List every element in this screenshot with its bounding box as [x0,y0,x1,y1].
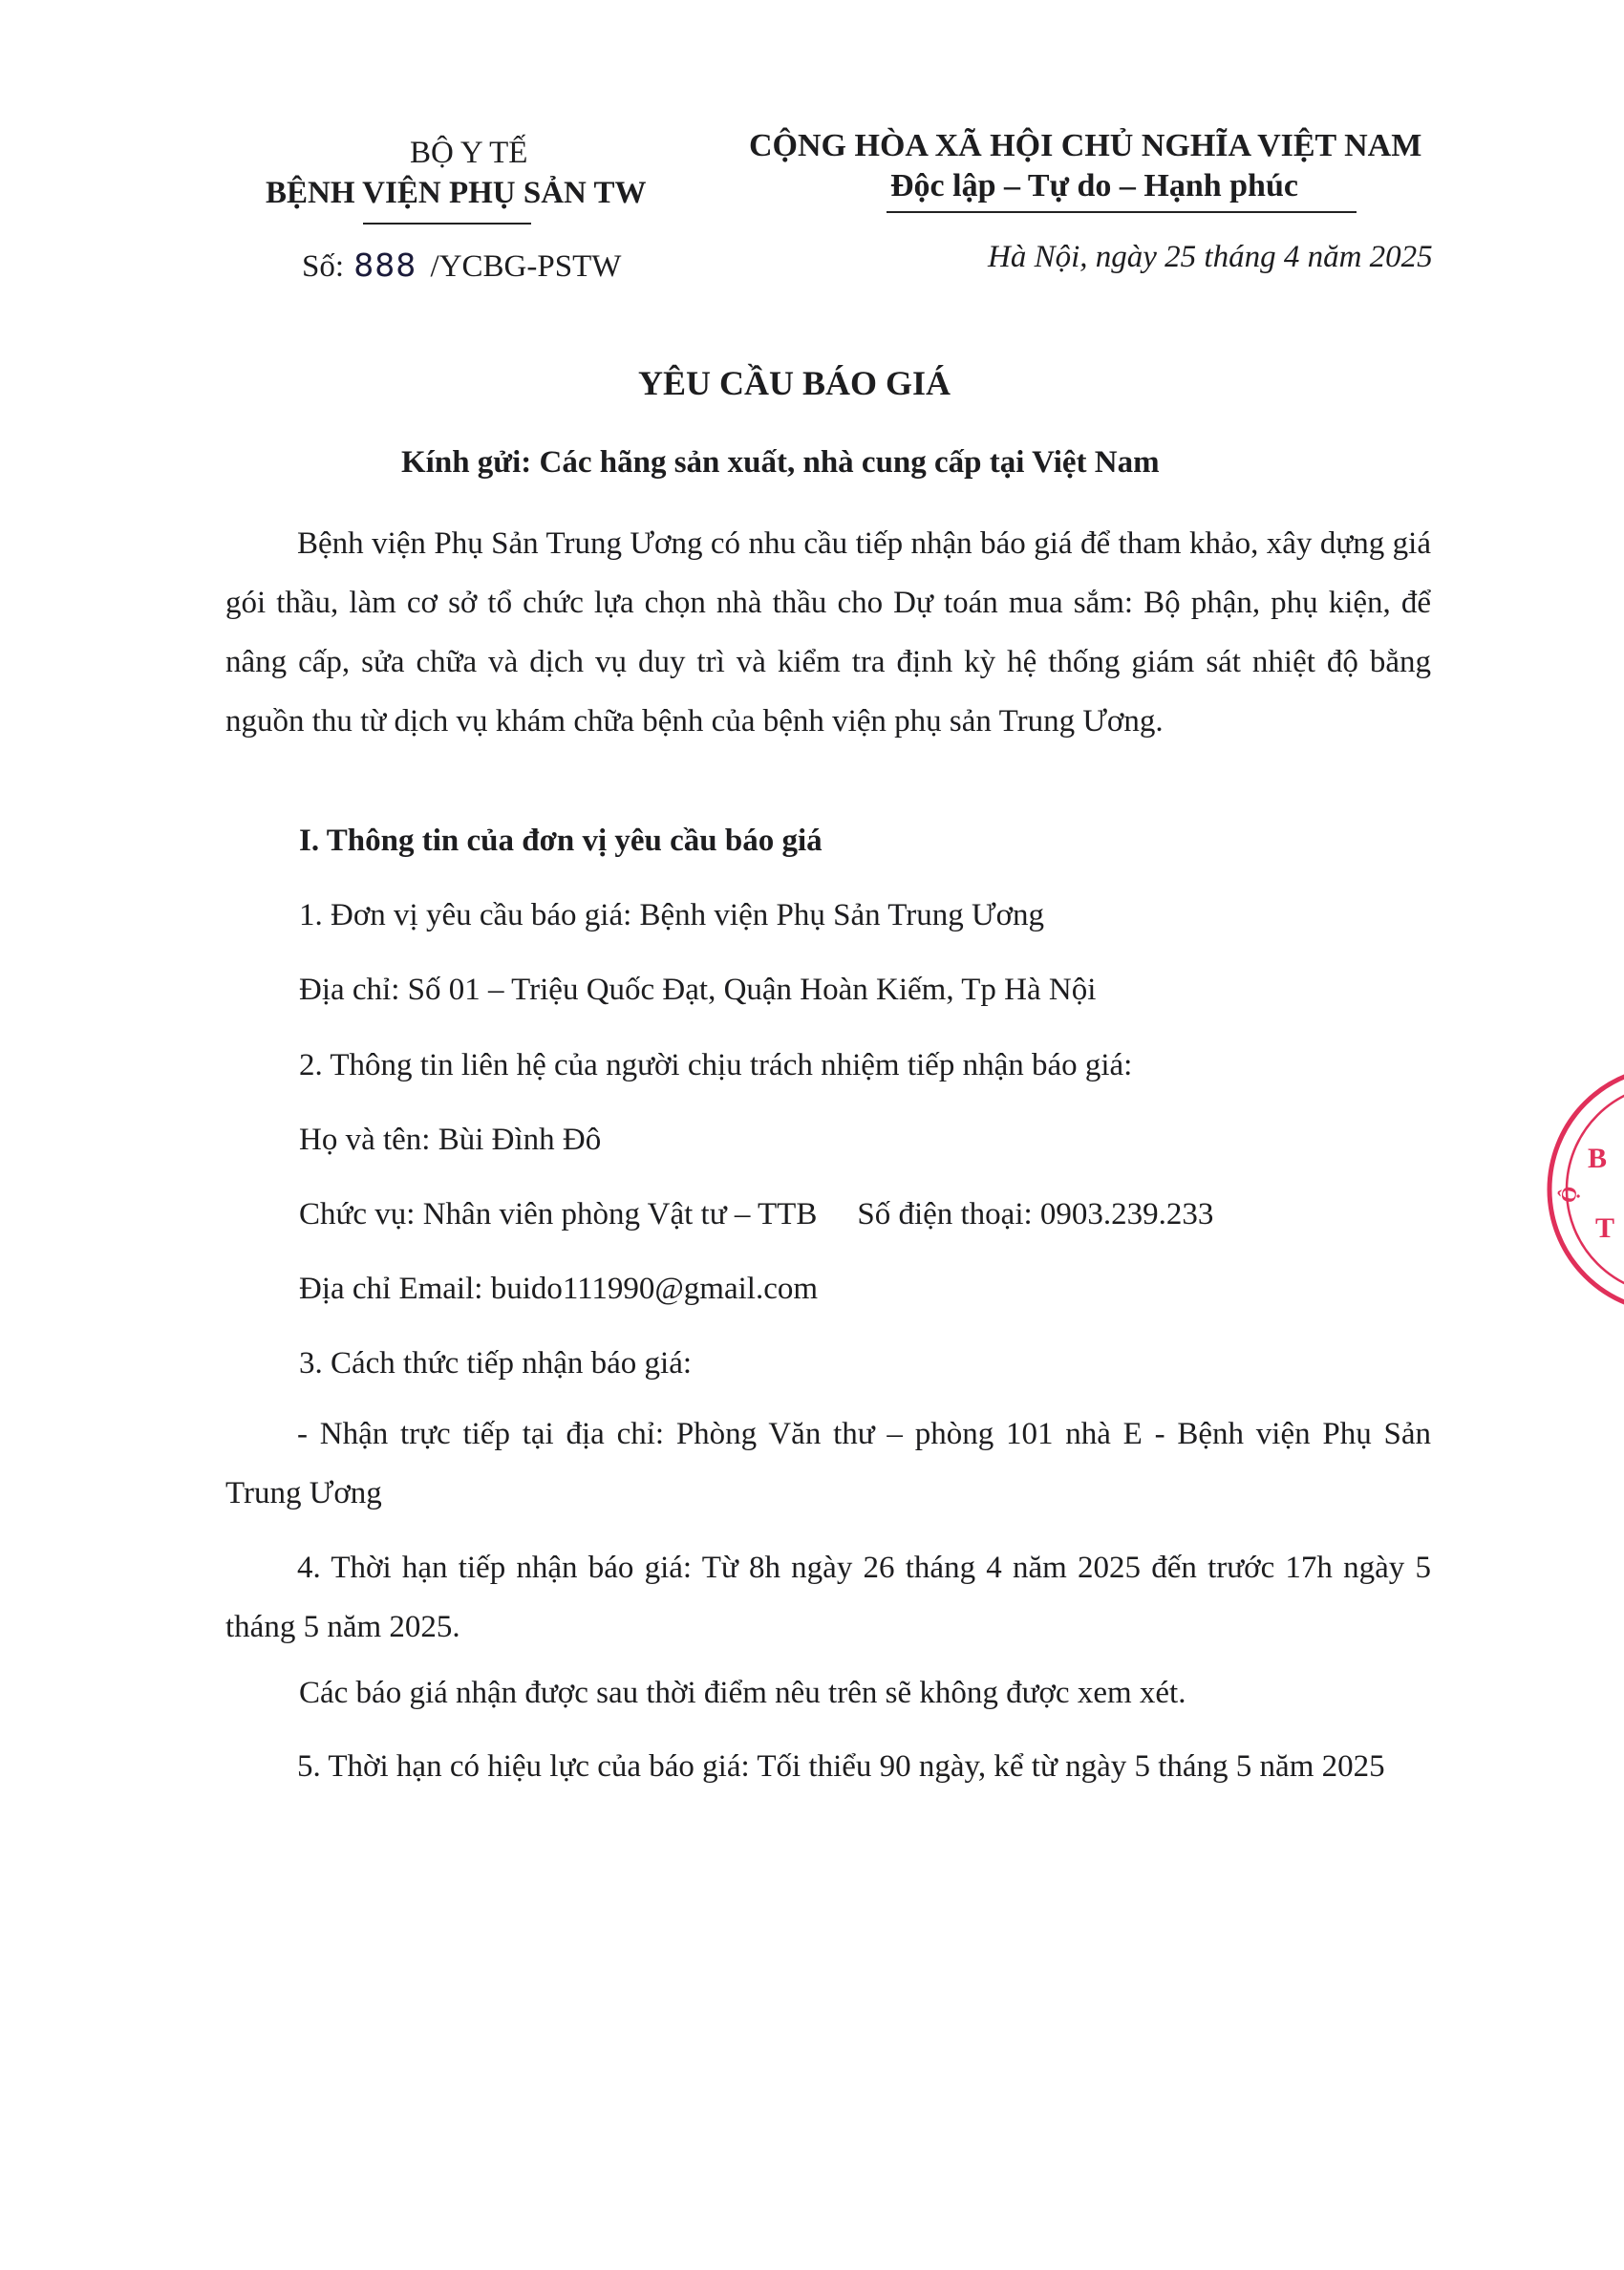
document-date: Hà Nội, ngày 25 tháng 4 năm 2025 [988,240,1433,274]
ministry-name: BỘ Y TẾ [410,136,528,170]
svg-text:B: B [1588,1143,1608,1174]
contact-email: Địa chỉ Email: buido111990@gmail.com [299,1272,819,1306]
recipient-line: Kính gửi: Các hãng sản xuất, nhà cung cấp tại Việt Nam [401,445,1160,480]
document-number-prefix: Số: [302,249,345,284]
document-title: YÊU CẦU BÁO GIÁ [638,364,951,402]
receive-deadline: 4. Thời hạn tiếp nhận báo giá: Từ 8h ngày 26 tháng 4 năm 2025 đến trước 17h ngày 5 tháng 5 năm 2025. [225,1551,1431,1644]
motto-underline [887,211,1357,213]
section-heading: I. Thông tin của đơn vị yêu cầu báo giá [299,824,823,858]
contact-name: Họ và tên: Bùi Đình Đô [299,1123,602,1157]
contact-info-heading: 2. Thông tin liên hệ của người chịu trách nhiệm tiếp nhận báo giá: [299,1048,1133,1082]
hospital-underline [363,223,531,225]
quote-validity: 5. Thời hạn có hiệu lực của báo giá: Tối thiểu 90 ngày, kể từ ngày 5 tháng 5 năm 2025 [297,1749,1385,1784]
hospital-name: BỆNH VIỆN PHỤ SẢN TW [266,176,647,210]
requester-address: Địa chỉ: Số 01 – Triệu Quốc Đạt, Quận Hoàn Kiếm, Tp Hà Nội [299,973,1097,1007]
svg-text:T: T [1595,1212,1615,1244]
contact-phone: Số điện thoại: 0903.239.233 [857,1197,1214,1231]
contact-position: Chức vụ: Nhân viên phòng Vật tư – TTB [299,1197,818,1231]
republic-name: CỘNG HÒA XÃ HỘI CHỦ NGHĨA VIỆT NAM [749,128,1422,163]
official-stamp [1528,1060,1624,1318]
document-number-handwritten: 888 [353,246,417,284]
national-motto: Độc lập – Tự do – Hạnh phúc [890,168,1298,203]
late-quote-note: Các báo giá nhận được sau thời điểm nêu trên sẽ không được xem xét. [299,1676,1186,1710]
contact-position-phone [299,1197,1213,1232]
document-number-suffix: /YCBG-PSTW [430,249,622,284]
receive-method: - Nhận trực tiếp tại địa chỉ: Phòng Văn thư – phòng 101 nhà E - Bệnh viện Phụ Sản Trung Ương [225,1417,1431,1510]
receive-method-heading: 3. Cách thức tiếp nhận báo giá: [299,1346,693,1381]
requester-unit: 1. Đơn vị yêu cầu báo giá: Bệnh viện Phụ Sản Trung Ương [299,898,1045,932]
intro-paragraph: Bệnh viện Phụ Sản Trung Ương có nhu cầu tiếp nhận báo giá để tham khảo, xây dựng giá gói thầu, làm cơ sở tổ chức lựa chọn nhà thầu cho Dự toán mua sắm: Bộ phận, phụ kiện, để nâng cấp, sửa chữa và dịch vụ duy trì và kiểm tra định kỳ hệ thống giám sát nhiệt độ bằng nguồn thu từ dịch vụ khám chữa bệnh của bệnh viện phụ sản Trung Ương. [225,526,1431,739]
svg-text:Ộ: Ộ [1555,1184,1582,1205]
document-number [302,246,621,285]
